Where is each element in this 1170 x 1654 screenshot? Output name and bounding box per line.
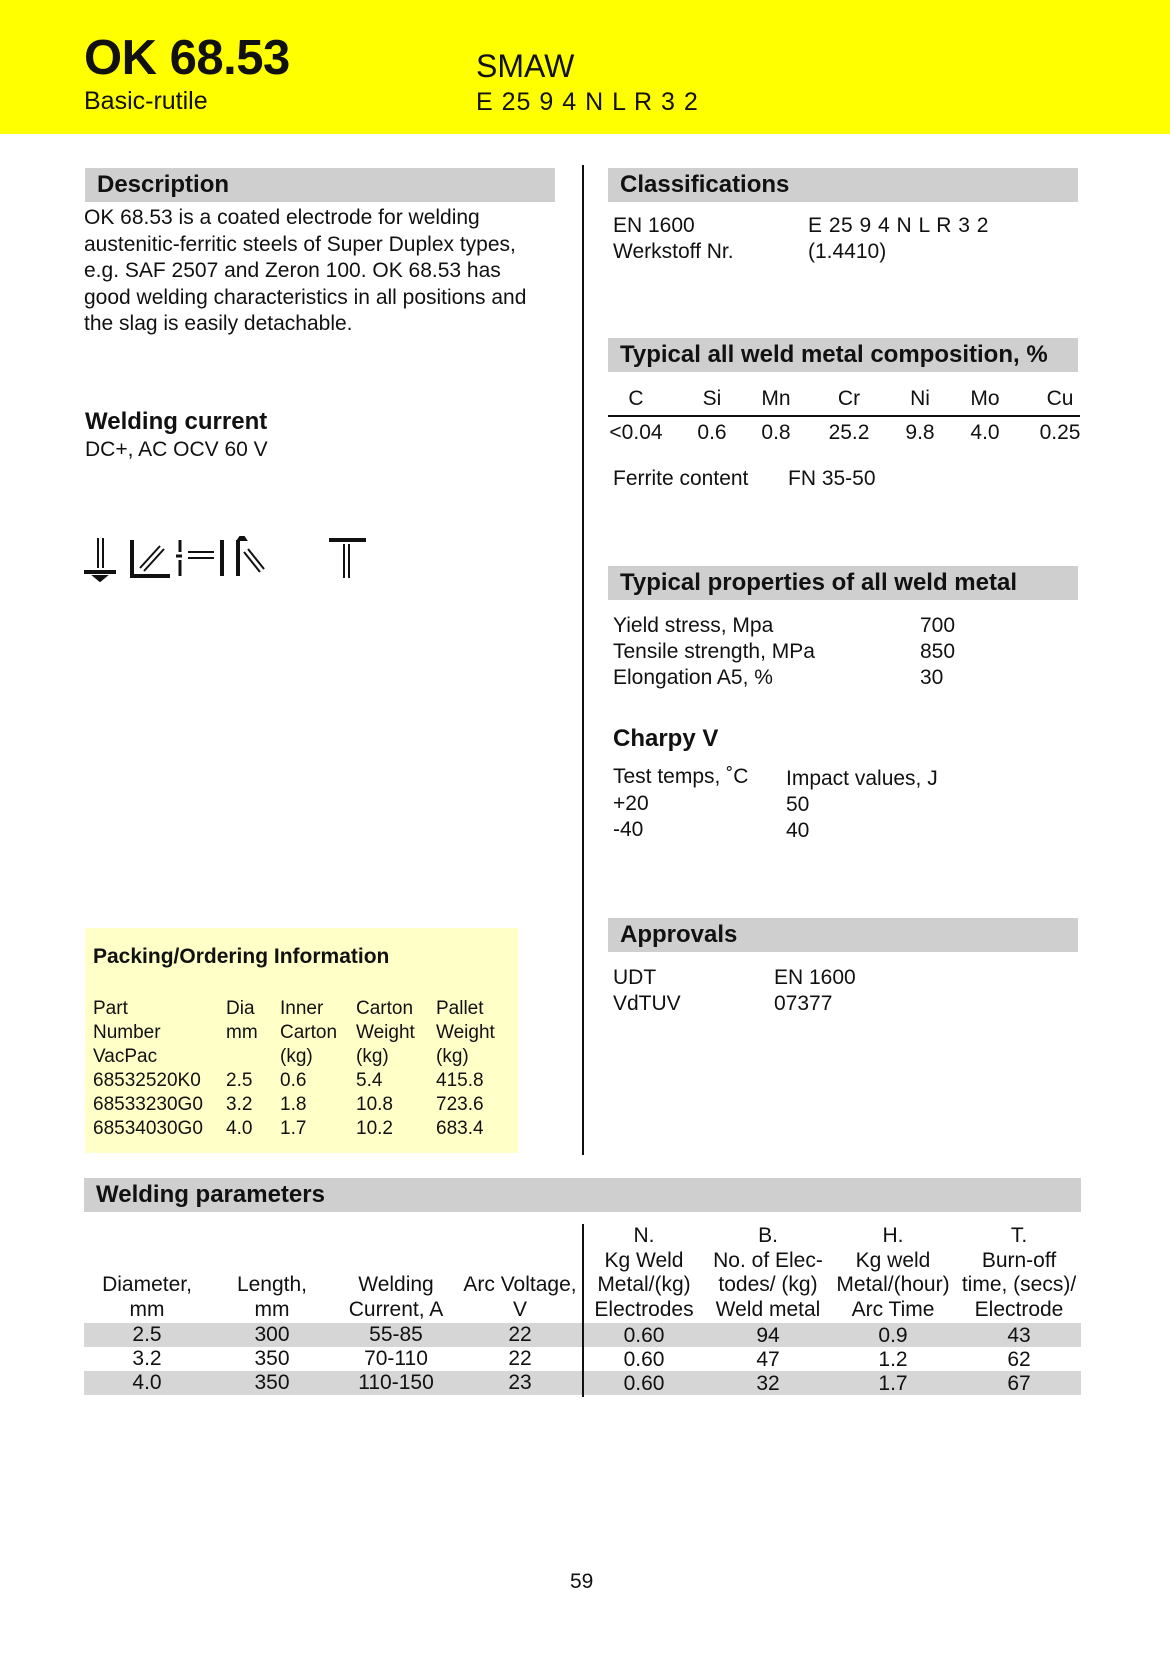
- packing-cell: 1.7: [280, 1118, 307, 1139]
- charpy-value: 50: [786, 793, 810, 816]
- packing-cell: 2.5: [226, 1070, 253, 1091]
- packing-header-part: Part Number VacPac: [93, 998, 161, 1067]
- classifications-heading: Classifications: [608, 168, 1078, 202]
- charpy-value: 40: [786, 819, 810, 842]
- wp-header-voltage: Arc Voltage, V: [463, 1273, 577, 1321]
- wp-cell: 350: [254, 1371, 290, 1394]
- packing-header-carton: Carton Weight (kg): [356, 998, 415, 1067]
- approval-body: VdTUV: [613, 992, 681, 1015]
- description-line: e.g. SAF 2507 and Zeron 100. OK 68.53 has: [84, 259, 501, 282]
- horizontal-position-icon: [188, 540, 222, 576]
- classification-code: E 25 9 4 N L R 3 2: [476, 88, 699, 116]
- wp-cell: 1.2: [878, 1348, 908, 1371]
- element-value: 4.0: [970, 421, 1000, 444]
- packing-cell: 5.4: [356, 1070, 383, 1091]
- property-value: 700: [920, 614, 956, 637]
- charpy-impact-header: Impact values, J: [786, 767, 938, 790]
- description-heading: Description: [85, 168, 555, 202]
- composition-rule: [608, 415, 1080, 417]
- element-value: 0.8: [761, 421, 791, 444]
- wp-cell: 43: [1007, 1324, 1031, 1347]
- wp-cell: 70-110: [364, 1347, 428, 1370]
- wp-cell: 0.60: [623, 1324, 665, 1347]
- welding-positions: [84, 536, 374, 582]
- wp-cell: 0.60: [623, 1348, 665, 1371]
- wp-header-length: Length, mm: [236, 1273, 308, 1321]
- welding-current-value: DC+, AC OCV 60 V: [85, 438, 268, 461]
- process-label: SMAW: [476, 48, 575, 84]
- wp-cell: 4.0: [132, 1371, 162, 1394]
- element-header: Mn: [761, 387, 791, 410]
- charpy-temp: -40: [613, 818, 644, 841]
- property-value: 850: [920, 640, 956, 663]
- approval-body: UDT: [613, 966, 657, 989]
- description-line: austenitic-ferritic steels of Super Duplex types,: [84, 232, 516, 256]
- description-text: [84, 205, 564, 338]
- wp-header-current: Welding Current, A: [348, 1273, 444, 1321]
- property-label: Tensile strength, MPa: [613, 640, 815, 663]
- wp-cell: 2.5: [132, 1323, 162, 1346]
- wp-cell: 94: [756, 1324, 780, 1347]
- wp-cell: 47: [756, 1348, 780, 1371]
- packing-cell: 0.6: [280, 1070, 307, 1091]
- wp-cell: 350: [254, 1347, 290, 1370]
- packing-cell: 68533230G0: [93, 1094, 203, 1115]
- wp-cell: 67: [1007, 1372, 1031, 1395]
- packing-cell: 415.8: [436, 1070, 484, 1091]
- wp-cell: 22: [508, 1347, 532, 1370]
- packing-heading: Packing/Ordering Information: [93, 945, 390, 968]
- wp-cell: 55-85: [369, 1323, 423, 1346]
- element-header: Cr: [837, 387, 861, 410]
- element-value: <0.04: [609, 421, 663, 444]
- column-divider: [582, 165, 584, 1155]
- classification-value: (1.4410): [808, 240, 887, 263]
- element-header: Si: [702, 387, 722, 410]
- packing-row: 68532520K0: [93, 1070, 201, 1091]
- page-number: 59: [570, 1570, 594, 1593]
- packing-cell: 683.4: [436, 1118, 484, 1139]
- wp-header-b: B. No. of Elec- todes/ (kg) Weld metal: [713, 1224, 823, 1321]
- classification-standard: EN 1600: [613, 214, 695, 237]
- packing-cell: 1.8: [280, 1094, 307, 1115]
- packing-header-pallet: Pallet Weight (kg): [436, 998, 495, 1067]
- welding-parameters-heading: Welding parameters: [84, 1178, 1081, 1212]
- property-label: Elongation A5, %: [613, 666, 773, 689]
- description-line: the slag is easily detachable.: [84, 312, 353, 335]
- vertical-up-position-icon: [176, 540, 182, 576]
- element-value: 25.2: [828, 421, 870, 444]
- wp-cell: 62: [1007, 1348, 1031, 1371]
- wp-cell: 1.7: [878, 1372, 908, 1395]
- packing-cell: 3.2: [226, 1094, 253, 1115]
- element-value: 9.8: [905, 421, 935, 444]
- classification-standard: Werkstoff Nr.: [613, 240, 734, 263]
- wp-cell: 0.60: [623, 1372, 665, 1395]
- packing-cell: 10.8: [356, 1094, 393, 1115]
- description-line: good welding characteristics in all positions and: [84, 285, 527, 309]
- wp-cell: 32: [756, 1372, 780, 1395]
- wp-header-h: H. Kg weld Metal/(hour) Arc Time: [836, 1224, 950, 1321]
- wp-cell: 110-150: [358, 1371, 434, 1394]
- ferrite-label: Ferrite content: [613, 467, 749, 490]
- property-value: 30: [920, 666, 944, 689]
- welding-table-divider: [582, 1224, 584, 1397]
- packing-cell: 4.0: [226, 1118, 253, 1139]
- packing-cell: 723.6: [436, 1094, 484, 1115]
- packing-cell: 68534030G0: [93, 1118, 203, 1139]
- property-label: Yield stress, Mpa: [613, 614, 774, 637]
- wp-cell: 3.2: [132, 1347, 162, 1370]
- product-type: Basic-rutile: [84, 87, 208, 115]
- wp-cell: 23: [508, 1371, 532, 1394]
- approvals-heading: Approvals: [608, 918, 1078, 952]
- wp-header-diameter: Diameter, mm: [102, 1273, 192, 1321]
- horizontal-vertical-position-icon: [130, 540, 170, 576]
- element-header: Mo: [970, 387, 1000, 410]
- approval-value: 07377: [774, 992, 833, 1015]
- approval-value: EN 1600: [774, 966, 856, 989]
- packing-header-inner: Inner Carton (kg): [280, 998, 338, 1067]
- element-header: Ni: [910, 387, 930, 410]
- element-value: 0.25: [1039, 421, 1081, 444]
- wp-cell: 300: [254, 1323, 290, 1346]
- packing-header-dia: Dia mm: [226, 998, 258, 1043]
- welding-current-heading: Welding current: [85, 408, 268, 435]
- element-header: Cu: [1046, 387, 1074, 410]
- element-header: C: [628, 387, 644, 410]
- ferrite-value: FN 35-50: [788, 467, 876, 490]
- properties-heading: Typical properties of all weld metal: [608, 566, 1078, 600]
- element-value: 0.6: [697, 421, 727, 444]
- vertical-down-position-icon: [238, 536, 264, 576]
- overhead-position-icon: [329, 540, 366, 578]
- description-line: OK 68.53 is a coated electrode for welding: [84, 206, 480, 229]
- composition-heading: Typical all weld metal composition, %: [608, 338, 1078, 372]
- wp-cell: 0.9: [878, 1324, 908, 1347]
- wp-header-t: T. Burn-off time, (secs)/ Electrode: [961, 1224, 1077, 1321]
- charpy-temp-header: Test temps, ˚C: [613, 765, 749, 788]
- flat-position-icon: [84, 538, 116, 581]
- charpy-heading: Charpy V: [613, 725, 719, 752]
- packing-cell: 10.2: [356, 1118, 393, 1139]
- wp-header-n: N. Kg Weld Metal/(kg) Electrodes: [594, 1224, 694, 1321]
- charpy-temp: +20: [613, 792, 649, 815]
- classification-value: E 25 9 4 N L R 3 2: [808, 214, 989, 237]
- product-name: OK 68.53: [84, 31, 290, 85]
- wp-cell: 22: [508, 1323, 532, 1346]
